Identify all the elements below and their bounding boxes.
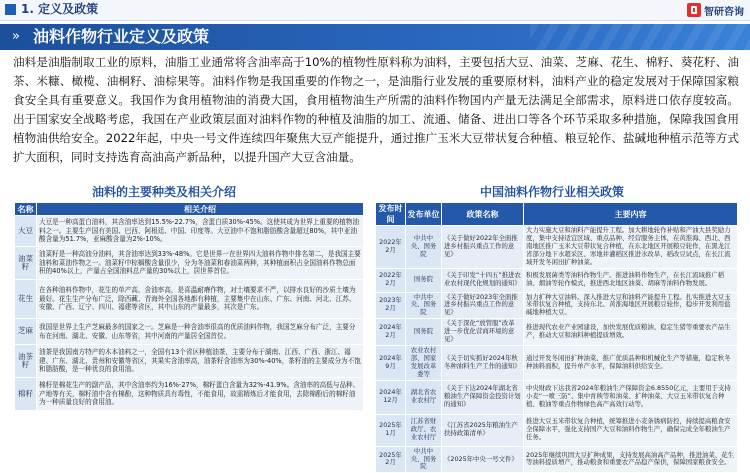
policy-content: 通过开发冬闲田扩种油菜、推广优质品种和机械化生产等措施，稳定秋冬种油料面积，提升单产水平，保障油料供给安全。	[524, 345, 738, 380]
crop-name: 油菜籽	[15, 247, 37, 280]
column-header-org: 发布单位	[406, 203, 442, 226]
policy-content: 推进大豆玉米带状复合种植，统筹推进小麦条锈病防控，持续提高粮食安全保障水平，强化支持国产大豆和油料作物生产，确保完成全年粮油生产任务。	[524, 414, 738, 446]
crop-name: 油茶籽	[15, 345, 37, 378]
column-header-policy: 政策名称	[442, 203, 524, 226]
double-chevron-icon: »	[12, 29, 20, 44]
table-row	[376, 414, 738, 446]
brand-logo-icon	[687, 3, 701, 17]
table-row	[376, 380, 738, 414]
table-row	[15, 280, 364, 319]
policy-org: 中共中央、国务院	[406, 446, 442, 473]
crop-name: 花生	[15, 280, 37, 319]
column-header-desc: 相关介绍	[37, 203, 364, 216]
policy-content: 中央财政下达我省2024年粮油生产保障资金6.8550亿元，主要用于支持小麦“一喷三防”、集中育秧等和油菜、扩种油菜、大豆玉米带状复合种植、粮油等重点作物绿色高产高效行动等。	[524, 380, 738, 414]
table-row	[15, 378, 364, 411]
page-title: 油料作物行业定义及政策	[33, 27, 210, 46]
left-table-title: 油料的主要种类及相关介绍	[92, 185, 237, 199]
page-banner	[0, 24, 750, 50]
table-row	[376, 319, 738, 346]
policy-date: 2023年2月	[376, 292, 406, 319]
right-table-title: 中国油料作物行业相关政策	[480, 185, 625, 199]
policy-org: 农业农村部、国家发展改革委等	[406, 345, 442, 380]
table-row	[15, 247, 364, 280]
crop-description: 大豆是一种高蛋白油料，其含油率达到15.5%-22.7%，含蛋白质30%-45%。这使其成为世界上重要的植物油料之一。主要生产国有美国、巴西、阿根廷、中国、印度等。大豆油中不饱和脂肪酸含量超过80%，其中亚油酸含量为51.7%，亚麻酸含量为2%-10%。	[37, 216, 364, 247]
policy-org: 国务院	[406, 268, 442, 292]
table-header-row	[15, 203, 364, 216]
policy-name: 《关于做好2023年全面推进乡村振兴重点工作的意见》	[442, 292, 524, 319]
table-row	[15, 319, 364, 345]
policy-date: 2022年2月	[376, 226, 406, 269]
crop-description: 油菜籽是一种高油分油料，其含油率达到33%-48%。它是世界一在世界四大油料作物中排名第二，是我国主要油料和菜油作物之一。油菜籽中棕榈酸含量很少，分为冬油菜和春油菜两种，其种植面积占全国油料作物总面积的40%以上，产量占全国油料总产量的30%以上，居世界首位。	[37, 247, 364, 280]
crop-description: 油茶是我国南方特产的木本油料之一，全国有13个省区种植油茶，主要分布于湖南、江西、广西、浙江、福建、广东、湖北、贵州和安徽等省区，其果实含油率高，油茶籽含油率为30%-40%，茶籽油的主要成分为不饱和脂肪酸，是一种优良的食用油。	[37, 345, 364, 378]
table-row	[376, 226, 738, 269]
policy-name: 《江苏省2025年粮油生产扶持政策清单》	[442, 414, 524, 446]
policy-date: 2025年1月	[376, 414, 406, 446]
policy-content: 大力实施大豆和油料产能提升工程。加大耕地轮作补贴和产油大县奖励力度，集中支持适宜区域、重点品种、经营服务主体，在黄淮海、西北、西南地区推广玉米大豆带状复合种植，在东北地区开展粮豆轮作，在黑龙江省部分地下水超采区、寒地井灌稻区推进水改旱、稻改豆试点，在长江流域开发冬闲田扩种油菜。	[524, 226, 738, 269]
brand-logo-text: 智研咨询	[704, 6, 744, 18]
policy-name: 《关于切实抓好2024年秋冬种油料生产工作的通知》	[442, 345, 524, 380]
policy-name: 《关于印发“十四五”推进农业农村现代化规划的通知》	[442, 268, 524, 292]
policy-org: 中共中央、国务院	[406, 292, 442, 319]
banner-decoration	[530, 24, 750, 50]
table-row	[15, 216, 364, 247]
table-row	[376, 446, 738, 473]
policy-content: 加力扩种大豆油料。深入推进大豆和油料产能提升工程。扎实推进大豆玉米带状复合种植，支持东北、黄淮海地区开展粮豆轮作，稳步开发利用盐碱地种植大豆。	[524, 292, 738, 319]
intro-paragraph: 油料是油脂制取工业的原料，油脂工业通常将含油率高于10%的植物性原料称为油料，主要包括大豆、油菜、芝麻、花生、棉籽、葵花籽、油茶、米糠、橄榄、油桐籽、油棕果等。油料作物是我国重要的作物之一，是油脂行业发展的重要原材料，油料产业的稳定发展对于保障国家粮食安全具有重要意义。我国作为食用植物油的消费大国，食用植物油生产所需的油料作物国内产量无法满足全部需求，原料进口依存度较高。出于国家安全战略考虑，我国在产业政策层面对油料作物的种植及油脂的加工、流通、储备、进出口等各个环节采取多种措施，保障我国食用植物油供给安全。2022年起，中央一号文件连续四年聚焦大豆产能提升，通过推广玉米大豆带状复合种植、粮豆轮作、盐碱地种植示范等方式扩大面积，同时支持选育高油高产新品种，以提升国产大豆含油量。	[13, 55, 739, 164]
policy-name: 《2025年中央一号文件》	[442, 446, 524, 473]
policy-date: 2024年2月	[376, 319, 406, 346]
policy-org: 江苏省财政厅、农业农村厅	[406, 414, 442, 446]
top-header-bar	[0, 0, 750, 21]
section-square-icon	[5, 4, 16, 15]
oil-crop-types-table	[14, 202, 364, 411]
section-title: 1. 定义及政策	[21, 2, 99, 16]
crop-description: 我国是世界上生产芝麻最多的国家之一。芝麻是一种含油率很高的优质油料作物，我国芝麻分布广泛，主要分布在河南、湖北、安徽、山东等省，其中河南的产量居全国首位。	[37, 319, 364, 345]
policy-org: 国务院	[406, 319, 442, 346]
column-header-date: 发布时间	[376, 203, 406, 226]
policy-content: 推进现代农业产业园建设，加快发展优质粮油、稳定生猪等重要农产品生产，推动大豆和油料种植提质增效。	[524, 319, 738, 346]
brand-logo	[687, 2, 744, 18]
crop-description: 棉籽是棉花生产的副产品，其中含油率约为16%-27%，棉籽蛋白含量为32%-41.9%。含油率的高低与品种、产地等有关，棉籽油中含有棉酚，这种物质具有毒性，不能食用，故需精炼后才能食用，去除棉酚后的棉籽油为一种质量良好的食用油。	[37, 378, 364, 411]
table-row	[376, 268, 738, 292]
crop-name: 棉籽	[15, 378, 37, 411]
table-row	[376, 345, 738, 380]
table-row	[15, 345, 364, 378]
column-header-name: 名称	[15, 203, 37, 216]
policy-name: 《关于下达2024年湖北省粮油生产保障资金投资计划的通知》	[442, 380, 524, 414]
policy-table	[375, 202, 738, 473]
policy-name: 《关于做好2022年全面推进乡村振兴重点工作的意见》	[442, 226, 524, 269]
policy-date: 2024年9月	[376, 345, 406, 380]
policy-name: 《关于深化“放管服”改革 进一步优化营商环境的意见》	[442, 319, 524, 346]
policy-content: 2025年继续巩固大豆扩种成果，支持发展高油高产品种，推进油菜、花生等油料提质增产，推动粮食和重要农产品稳产保供，保障国家粮食安全。	[524, 446, 738, 473]
policy-org: 中共中央、国务院	[406, 226, 442, 269]
policy-content: 积极发展菌类等油料作物生产。推进油料作物生产，在长江流域推广稻油、烟油等轮作模式，推进西北地区油葵、胡麻等油料作物发展。	[524, 268, 738, 292]
crop-name: 大豆	[15, 216, 37, 247]
table-row	[376, 292, 738, 319]
crop-name: 芝麻	[15, 319, 37, 345]
crop-description: 在各种油料作物中，花生的单产高，含油率高，是喜温耐瘠作物，对土壤要求不严，以排水良好的沙质土壤为最好。花生生产分布广泛，除西藏、青海外全国各地都有种植，主要集中在山东、广东、河南、河北、江苏、安徽、广西、辽宁、四川、福建等省区，其中山东的产量最多，其次是广东。	[37, 280, 364, 319]
table-header-row	[376, 203, 738, 226]
column-header-content: 主要内容	[524, 203, 738, 226]
policy-date: 2025年2月	[376, 446, 406, 473]
policy-date: 2022年2月	[376, 268, 406, 292]
policy-date: 2024年12月	[376, 380, 406, 414]
policy-org: 湖北省农业农村厅	[406, 380, 442, 414]
